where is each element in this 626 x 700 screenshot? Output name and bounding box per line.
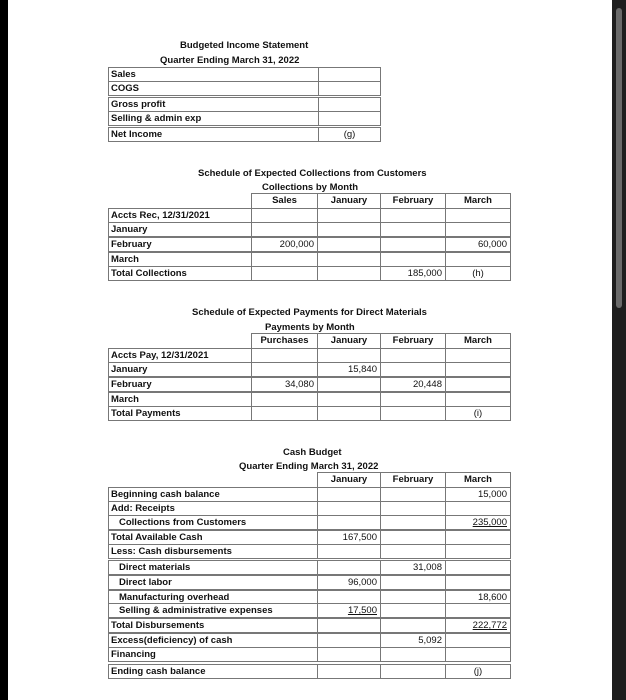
collections-cell[interactable] xyxy=(445,252,511,267)
payments-cell[interactable] xyxy=(380,348,446,363)
cash-row-label: Direct labor xyxy=(108,575,318,590)
payments-total-march[interactable]: (i) xyxy=(445,406,511,421)
collections-cell[interactable] xyxy=(380,222,446,237)
cash-cell[interactable] xyxy=(380,664,446,679)
collections-header-january: January xyxy=(317,193,381,209)
payments-row-label: Accts Pay, 12/31/2021 xyxy=(108,348,252,363)
scrollbar-thumb[interactable] xyxy=(616,8,622,308)
payments-cell[interactable] xyxy=(251,348,318,363)
collections-row-label: March xyxy=(108,252,252,267)
cash-cell[interactable] xyxy=(380,515,446,530)
cash-row-label: Excess(deficiency) of cash xyxy=(108,633,318,648)
payments-cell[interactable] xyxy=(251,392,318,407)
cash-cell[interactable] xyxy=(445,647,511,662)
cash-cell[interactable] xyxy=(317,618,381,633)
income-statement-title: Budgeted Income Statement xyxy=(180,40,309,51)
collections-row-label: Total Collections xyxy=(108,266,252,281)
cash-cell[interactable] xyxy=(445,603,511,618)
income-row-label: COGS xyxy=(108,81,319,96)
collections-row-label: January xyxy=(108,222,252,237)
cash-begin-march[interactable]: 15,000 xyxy=(445,487,511,502)
payments-cell[interactable] xyxy=(317,377,381,392)
payments-row-label: Total Payments xyxy=(108,406,252,421)
cash-row-label: Total Available Cash xyxy=(108,530,318,545)
payments-row-label: January xyxy=(108,362,252,377)
payments-feb-purchases[interactable]: 34,080 xyxy=(251,377,318,392)
cash-row-label: Less: Cash disbursements xyxy=(108,544,318,559)
cash-cell[interactable] xyxy=(380,603,446,618)
income-cell[interactable] xyxy=(318,67,381,82)
cash-cell[interactable] xyxy=(445,560,511,575)
cash-cell[interactable] xyxy=(317,515,381,530)
collections-header-sales: Sales xyxy=(251,193,318,209)
income-row-label: Selling & admin exp xyxy=(108,111,319,126)
cash-row-label: Total Disbursements xyxy=(108,618,318,633)
net-income-value[interactable]: (g) xyxy=(318,127,381,142)
income-cell[interactable] xyxy=(318,111,381,126)
collections-total-march[interactable]: (h) xyxy=(445,266,511,281)
payments-header-march: March xyxy=(445,333,511,349)
cash-header-march: March xyxy=(445,472,511,488)
cash-budget-subtitle: Quarter Ending March 31, 2022 xyxy=(239,461,379,472)
collections-row-label: February xyxy=(108,237,252,252)
income-row-label: Sales xyxy=(108,67,319,82)
payments-cell[interactable] xyxy=(445,392,511,407)
cash-cell[interactable] xyxy=(380,575,446,590)
cash-cell[interactable] xyxy=(317,647,381,662)
collections-cell[interactable] xyxy=(380,252,446,267)
collections-row-label: Accts Rec, 12/31/2021 xyxy=(108,208,252,223)
cash-cell[interactable] xyxy=(445,633,511,648)
collections-header-march: March xyxy=(445,193,511,209)
payments-cell[interactable] xyxy=(380,406,446,421)
cash-header-february: February xyxy=(380,472,446,488)
spreadsheet-page xyxy=(8,0,612,700)
cash-cell[interactable] xyxy=(445,575,511,590)
payments-cell[interactable] xyxy=(317,406,381,421)
cash-total-disb-march[interactable]: 222,772 xyxy=(445,618,511,633)
payments-header-february: February xyxy=(380,333,446,349)
collections-cell[interactable] xyxy=(445,208,511,223)
cash-cell[interactable] xyxy=(317,664,381,679)
cash-budget-title: Cash Budget xyxy=(283,447,342,458)
cash-cell[interactable] xyxy=(380,618,446,633)
payments-jan-jan[interactable]: 15,840 xyxy=(317,362,381,377)
cash-cell[interactable] xyxy=(445,530,511,545)
payments-cell[interactable] xyxy=(317,392,381,407)
collections-cell[interactable] xyxy=(251,252,318,267)
collections-cell[interactable] xyxy=(380,237,446,252)
cash-cell[interactable] xyxy=(317,633,381,648)
cash-cell[interactable] xyxy=(380,501,446,516)
cash-cell[interactable] xyxy=(380,487,446,502)
cash-cell[interactable] xyxy=(380,647,446,662)
payments-row-label: March xyxy=(108,392,252,407)
cash-ending-march[interactable]: (j) xyxy=(445,664,511,679)
cash-sa-jan[interactable]: 17,500 xyxy=(317,603,381,618)
collections-cell[interactable] xyxy=(380,208,446,223)
cash-cell[interactable] xyxy=(445,544,511,559)
cash-row-label: Ending cash balance xyxy=(108,664,318,679)
cash-row-label: Direct materials xyxy=(108,560,318,575)
cash-row-label: Beginning cash balance xyxy=(108,487,318,502)
collections-cell[interactable] xyxy=(445,222,511,237)
collections-cell[interactable] xyxy=(251,266,318,281)
cash-cell[interactable] xyxy=(317,544,381,559)
cash-cell[interactable] xyxy=(380,544,446,559)
cash-cell[interactable] xyxy=(317,487,381,502)
payments-subtitle: Payments by Month xyxy=(265,322,355,333)
collections-header-february: February xyxy=(380,193,446,209)
payments-feb-feb[interactable]: 20,448 xyxy=(380,377,446,392)
collections-cell[interactable] xyxy=(251,208,318,223)
payments-cell[interactable] xyxy=(251,362,318,377)
cash-cell[interactable] xyxy=(380,530,446,545)
income-row-label: Gross profit xyxy=(108,97,319,112)
cash-cell[interactable] xyxy=(445,501,511,516)
payments-header-purchases: Purchases xyxy=(251,333,318,349)
cash-cell[interactable] xyxy=(317,560,381,575)
collections-cell[interactable] xyxy=(317,252,381,267)
income-row-label: Net Income xyxy=(108,127,319,142)
payments-cell[interactable] xyxy=(445,362,511,377)
cash-moh-march[interactable]: 18,600 xyxy=(445,590,511,605)
payments-cell[interactable] xyxy=(445,348,511,363)
payments-cell[interactable] xyxy=(380,362,446,377)
collections-feb-march[interactable]: 60,000 xyxy=(445,237,511,252)
payments-title: Schedule of Expected Payments for Direct Materials xyxy=(192,307,427,318)
cash-collections-march[interactable]: 235,000 xyxy=(445,515,511,530)
collections-cell[interactable] xyxy=(317,222,381,237)
collections-cell[interactable] xyxy=(251,222,318,237)
cash-row-label: Selling & administrative expenses xyxy=(108,603,318,618)
payments-cell[interactable] xyxy=(251,406,318,421)
income-statement-subtitle: Quarter Ending March 31, 2022 xyxy=(160,55,300,66)
cash-dm-feb[interactable]: 31,008 xyxy=(380,560,446,575)
payments-row-label: February xyxy=(108,377,252,392)
cash-row-label: Add: Receipts xyxy=(108,501,318,516)
collections-title: Schedule of Expected Collections from Customers xyxy=(198,168,427,179)
payments-cell[interactable] xyxy=(380,392,446,407)
cash-row-label: Collections from Customers xyxy=(108,515,318,530)
cash-row-label: Manufacturing overhead xyxy=(108,590,318,605)
payments-cell[interactable] xyxy=(317,348,381,363)
income-cell[interactable] xyxy=(318,97,381,112)
collections-cell[interactable] xyxy=(317,237,381,252)
cash-dl-jan[interactable]: 96,000 xyxy=(317,575,381,590)
payments-header-january: January xyxy=(317,333,381,349)
collections-subtitle: Collections by Month xyxy=(262,182,359,193)
cash-header-january: January xyxy=(317,472,381,488)
cash-available-jan[interactable]: 167,500 xyxy=(317,530,381,545)
payments-cell[interactable] xyxy=(445,377,511,392)
collections-cell[interactable] xyxy=(317,266,381,281)
income-cell[interactable] xyxy=(318,81,381,96)
cash-row-label: Financing xyxy=(108,647,318,662)
cash-excess-feb[interactable]: 5,092 xyxy=(380,633,446,648)
collections-feb-sales[interactable]: 200,000 xyxy=(251,237,318,252)
cash-cell[interactable] xyxy=(317,501,381,516)
collections-cell[interactable] xyxy=(317,208,381,223)
vertical-scrollbar[interactable] xyxy=(612,0,626,700)
collections-total-feb[interactable]: 185,000 xyxy=(380,266,446,281)
